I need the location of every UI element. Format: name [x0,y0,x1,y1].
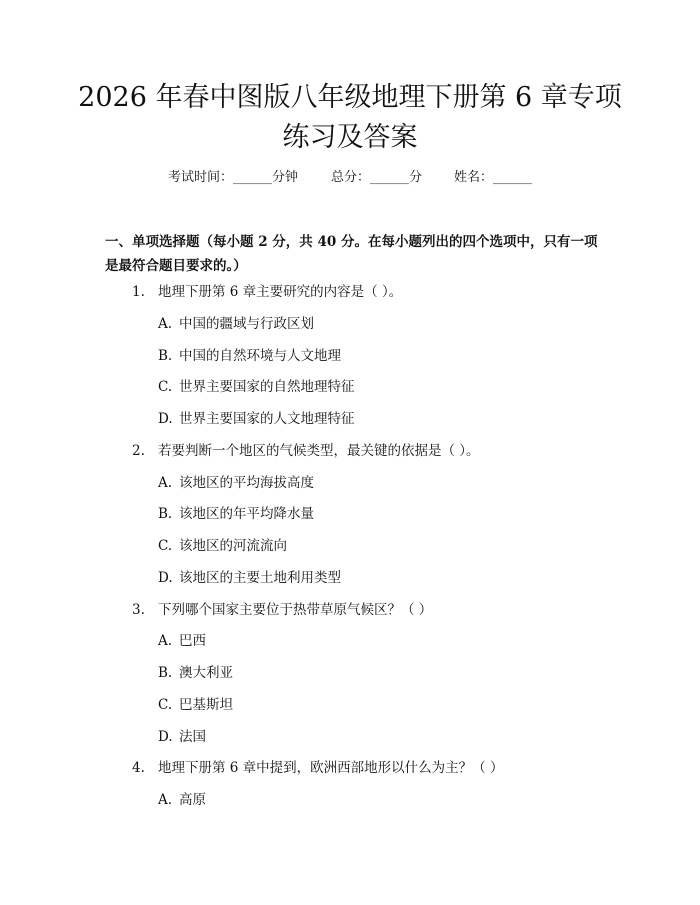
exam-time-field: 考试时间：______分钟 [168,170,299,185]
option-text: 巴西 [179,633,206,649]
question-2-option-b [158,505,314,523]
option-text: 世界主要国家的人文地理特征 [179,411,355,427]
option-letter: D. [158,570,173,586]
option-text: 中国的自然环境与人文地理 [179,348,341,364]
question-4-option-a [158,791,206,809]
option-letter: D. [158,729,173,745]
option-letter: C. [158,697,173,713]
question-1-option-a [158,315,314,333]
option-letter: A. [158,475,173,491]
option-letter: A. [158,792,173,808]
document-title-line-1: 2026 年春中图版八年级地理下册第 6 章专项 [78,82,622,113]
option-text: 高原 [179,792,206,808]
student-name-field: 姓名：______ [454,170,533,185]
document-title-line-2: 练习及答案 [282,122,418,153]
option-letter: A. [158,316,173,332]
option-letter: C. [158,379,173,395]
option-letter: D. [158,411,173,427]
option-text: 该地区的平均海拔高度 [179,475,314,491]
question-3-option-c [158,696,233,714]
question-1 [132,283,402,301]
question-3 [132,601,432,619]
question-2-option-c [158,537,287,555]
question-2-option-d [158,569,341,587]
question-text: 地理下册第 6 章中提到，欧洲西部地形以什么为主？（ ） [158,760,504,776]
option-text: 澳大利亚 [179,665,233,681]
option-text: 世界主要国家的自然地理特征 [179,379,355,395]
question-3-option-a [158,632,206,650]
question-2-option-a [158,474,314,492]
total-score-field: 总分：______分 [331,170,423,185]
section-heading: 一、单项选择题（每小题 2 分，共 40 分。在每小题列出的四个选项中，只有一项是最符合题目要求的。） [105,234,598,274]
question-number: 2. [132,443,145,459]
question-4 [132,759,503,777]
question-number: 3. [132,602,145,618]
option-text: 该地区的主要土地利用类型 [179,570,341,586]
question-1-option-c [158,378,355,396]
question-number: 4. [132,760,145,776]
question-3-option-b [158,664,233,682]
question-1-option-d [158,410,355,428]
document-title [60,78,640,158]
option-letter: B. [158,348,173,364]
option-text: 法国 [179,729,206,745]
question-3-option-d [158,728,206,746]
option-text: 该地区的年平均降水量 [179,506,314,522]
option-letter: A. [158,633,173,649]
question-text: 若要判断一个地区的气候类型，最关键的依据是（ ）。 [158,443,480,459]
option-text: 该地区的河流流向 [179,538,287,554]
option-letter: B. [158,665,173,681]
question-number: 1. [132,284,145,300]
option-letter: C. [158,538,173,554]
option-text: 中国的疆域与行政区划 [179,316,314,332]
option-letter: B. [158,506,173,522]
question-text: 下列哪个国家主要位于热带草原气候区？（ ） [158,602,433,618]
question-text: 地理下册第 6 章主要研究的内容是（ ）。 [158,284,403,300]
question-1-option-b [158,347,341,365]
option-text: 巴基斯坦 [179,697,233,713]
question-2 [132,442,480,460]
